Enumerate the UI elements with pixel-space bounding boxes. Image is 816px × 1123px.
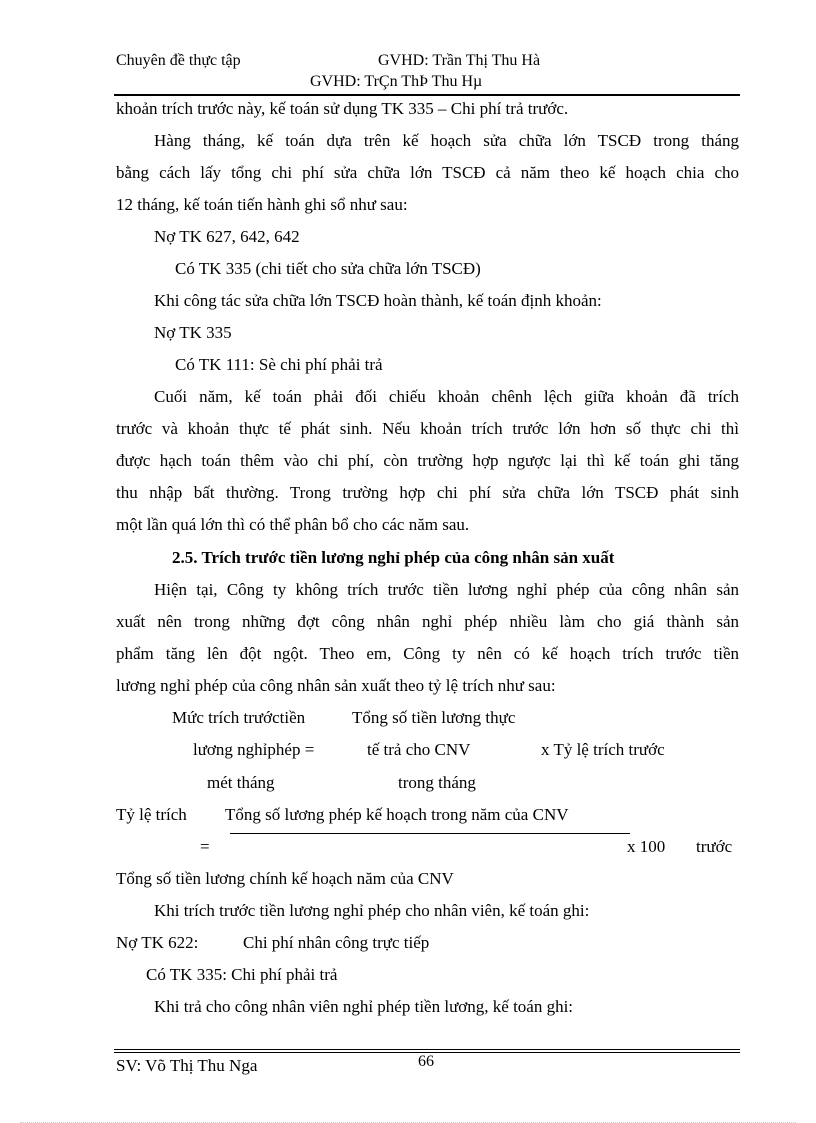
body-line: thu nhập bất thường. Trong trường hợp chi phí sửa chữa lớn TSCĐ phát sinh — [116, 483, 739, 502]
formula-left-line: mét tháng — [207, 773, 275, 792]
body-line: Khi công tác sửa chữa lớn TSCĐ hoàn thành, kế toán định khoản: — [154, 291, 602, 310]
body-line: khoản trích trước này, kế toán sử dụng TK 335 – Chi phí trả trước. — [116, 99, 569, 118]
body-line: phẩm tăng lên đột ngột. Theo em, Công ty nên có kế hoạch trích trước tiền — [116, 644, 739, 663]
body-line: lương nghỉ phép của công nhân sản xuất theo tỷ lệ trích như sau: — [116, 676, 556, 695]
journal-debit: Nợ TK 627, 642, 642 — [154, 227, 300, 246]
formula-times: x 100 — [627, 837, 666, 856]
formula-left-line: Mức trích trướctiền — [172, 708, 306, 727]
formula-rate: x Tỷ lệ trích trước — [541, 740, 665, 759]
journal-credit: Có TK 335: Chi phí phải trả — [146, 965, 338, 984]
body-line: một lần quá lớn thì có thể phân bổ cho các năm sau. — [116, 515, 470, 534]
body-line: Khi trích trước tiền lương nghỉ phép cho nhân viên, kế toán ghi: — [154, 901, 590, 920]
formula-middle-line: Tổng số tiền lương thực — [352, 708, 516, 727]
page-number: 66 — [418, 1053, 434, 1070]
header-title: Chuyên đề thực tập — [116, 52, 241, 69]
journal-credit: Có TK 335 (chi tiết cho sửa chữa lớn TSCĐ) — [175, 259, 481, 278]
body-line: Hàng tháng, kế toán dựa trên kế hoạch sửa chữa lớn TSCĐ trong tháng — [154, 131, 739, 150]
footer-rule — [114, 1049, 740, 1050]
body-line: 12 tháng, kế toán tiến hành ghi sổ như sau: — [116, 195, 408, 214]
fraction-bar — [230, 833, 630, 834]
formula-denominator: Tổng số tiền lương chính kế hoạch năm của CNV — [116, 869, 454, 888]
header-supervisor: GVHD: Trần Thị Thu Hà — [378, 52, 541, 69]
journal-debit-desc: Chi phí nhân công trực tiếp — [243, 933, 430, 952]
formula-label: Tỷ lệ trích — [116, 805, 187, 824]
header-rule — [114, 94, 740, 96]
formula-left-line: lương nghỉphép = — [193, 740, 315, 759]
journal-debit: Nợ TK 622: — [116, 933, 199, 952]
formula-numerator: Tổng số lương phép kế hoạch trong năm của CNV — [225, 805, 569, 824]
footer-student: SV: Võ Thị Thu Nga — [116, 1056, 258, 1075]
body-line: Hiện tại, Công ty không trích trước tiền lương nghỉ phép của công nhân sản — [154, 580, 739, 599]
formula-suffix: trước — [696, 837, 733, 856]
body-line: bằng cách lấy tổng chi phí sửa chữa lớn TSCĐ cả năm theo kế hoạch chia cho — [116, 163, 739, 182]
header-supervisor-garbled: GVHD: TrÇn ThÞ Thu Hµ — [310, 73, 483, 90]
journal-debit: Nợ TK 335 — [154, 323, 232, 342]
section-heading: 2.5. Trích trước tiền lương nghỉ phép của công nhân sản xuất — [172, 548, 615, 567]
body-line: Cuối năm, kế toán phải đối chiếu khoản chênh lệch giữa khoản đã trích — [154, 387, 739, 406]
formula-equals: = — [200, 837, 210, 856]
body-line: trước và khoản thực tế phát sinh. Nếu khoản trích trước lớn hơn số thực chi thì — [116, 419, 739, 438]
body-line: Khi trả cho công nhân viên nghỉ phép tiền lương, kế toán ghi: — [154, 997, 574, 1016]
formula-middle-line: trong tháng — [398, 773, 476, 792]
journal-credit: Có TK 111: Sè chi phí phải trả — [175, 355, 383, 374]
body-line: được hạch toán thêm vào chi phí, còn trường hợp ngược lại thì kế toán ghi tăng — [116, 451, 739, 470]
formula-middle-line: tế trả cho CNV — [367, 740, 471, 759]
body-line: xuất nên trong những đợt công nhân nghỉ phép nhiều làm cho giá thành sản — [116, 612, 739, 631]
